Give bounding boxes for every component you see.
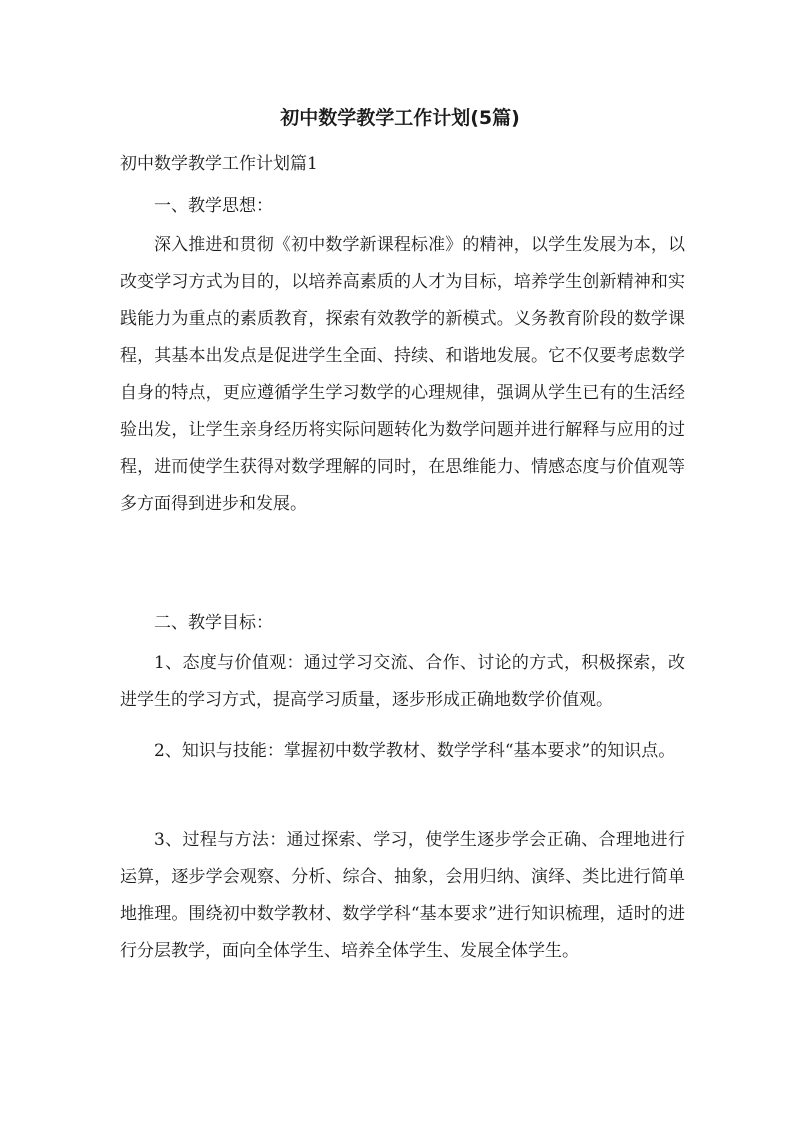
goal-item-attitude: 1、态度与价值观：通过学习交流、合作、讨论的方式，积极探索，改进学生的学习方式，提高学习质量，逐步形成正确地数学价值观。 [120, 653, 685, 710]
document-title: 初中数学教学工作计划(5篇) [280, 107, 520, 129]
document-subtitle: 初中数学教学工作计划篇1 [120, 154, 318, 174]
goal-item-process: 3、过程与方法：通过探索、学习，使学生逐步学会正确、合理地进行运算，逐步学会观察、分析、综合、抽象，会用归纳、演绎、类比进行简单地推理。围绕初中数学教材、数学学科“基本要求”进行知识梳理，适时的进行分层教学，面向全体学生、培养全体学生、发展全体学生。 [120, 830, 685, 961]
section-one-heading: 一、教学思想： [154, 196, 273, 216]
section-one-paragraph: 深入推进和贯彻《初中数学新课程标准》的精神，以学生发展为本，以改变学习方式为目的，以培养高素质的人才为目标，培养学生创新精神和实践能力为重点的素质教育，探索有效教学的新模式。义务教育阶段的数学课程，其基本出发点是促进学生全面、持续、和谐地发展。它不仅要考虑数学自身的特点，更应遵循学生学习数学的心理规律，强调从学生已有的生活经验出发，让学生亲身经历将实际问题转化为数学问题并进行解释与应用的过程，进而使学生获得对数学理解的同时，在思维能力、情感态度与价值观等多方面得到进步和发展。 [120, 235, 685, 514]
section-two-heading: 二、教学目标： [154, 613, 273, 633]
goal-item-knowledge: 2、知识与技能：掌握初中数学教材、数学学科“基本要求”的知识点。 [154, 741, 676, 761]
